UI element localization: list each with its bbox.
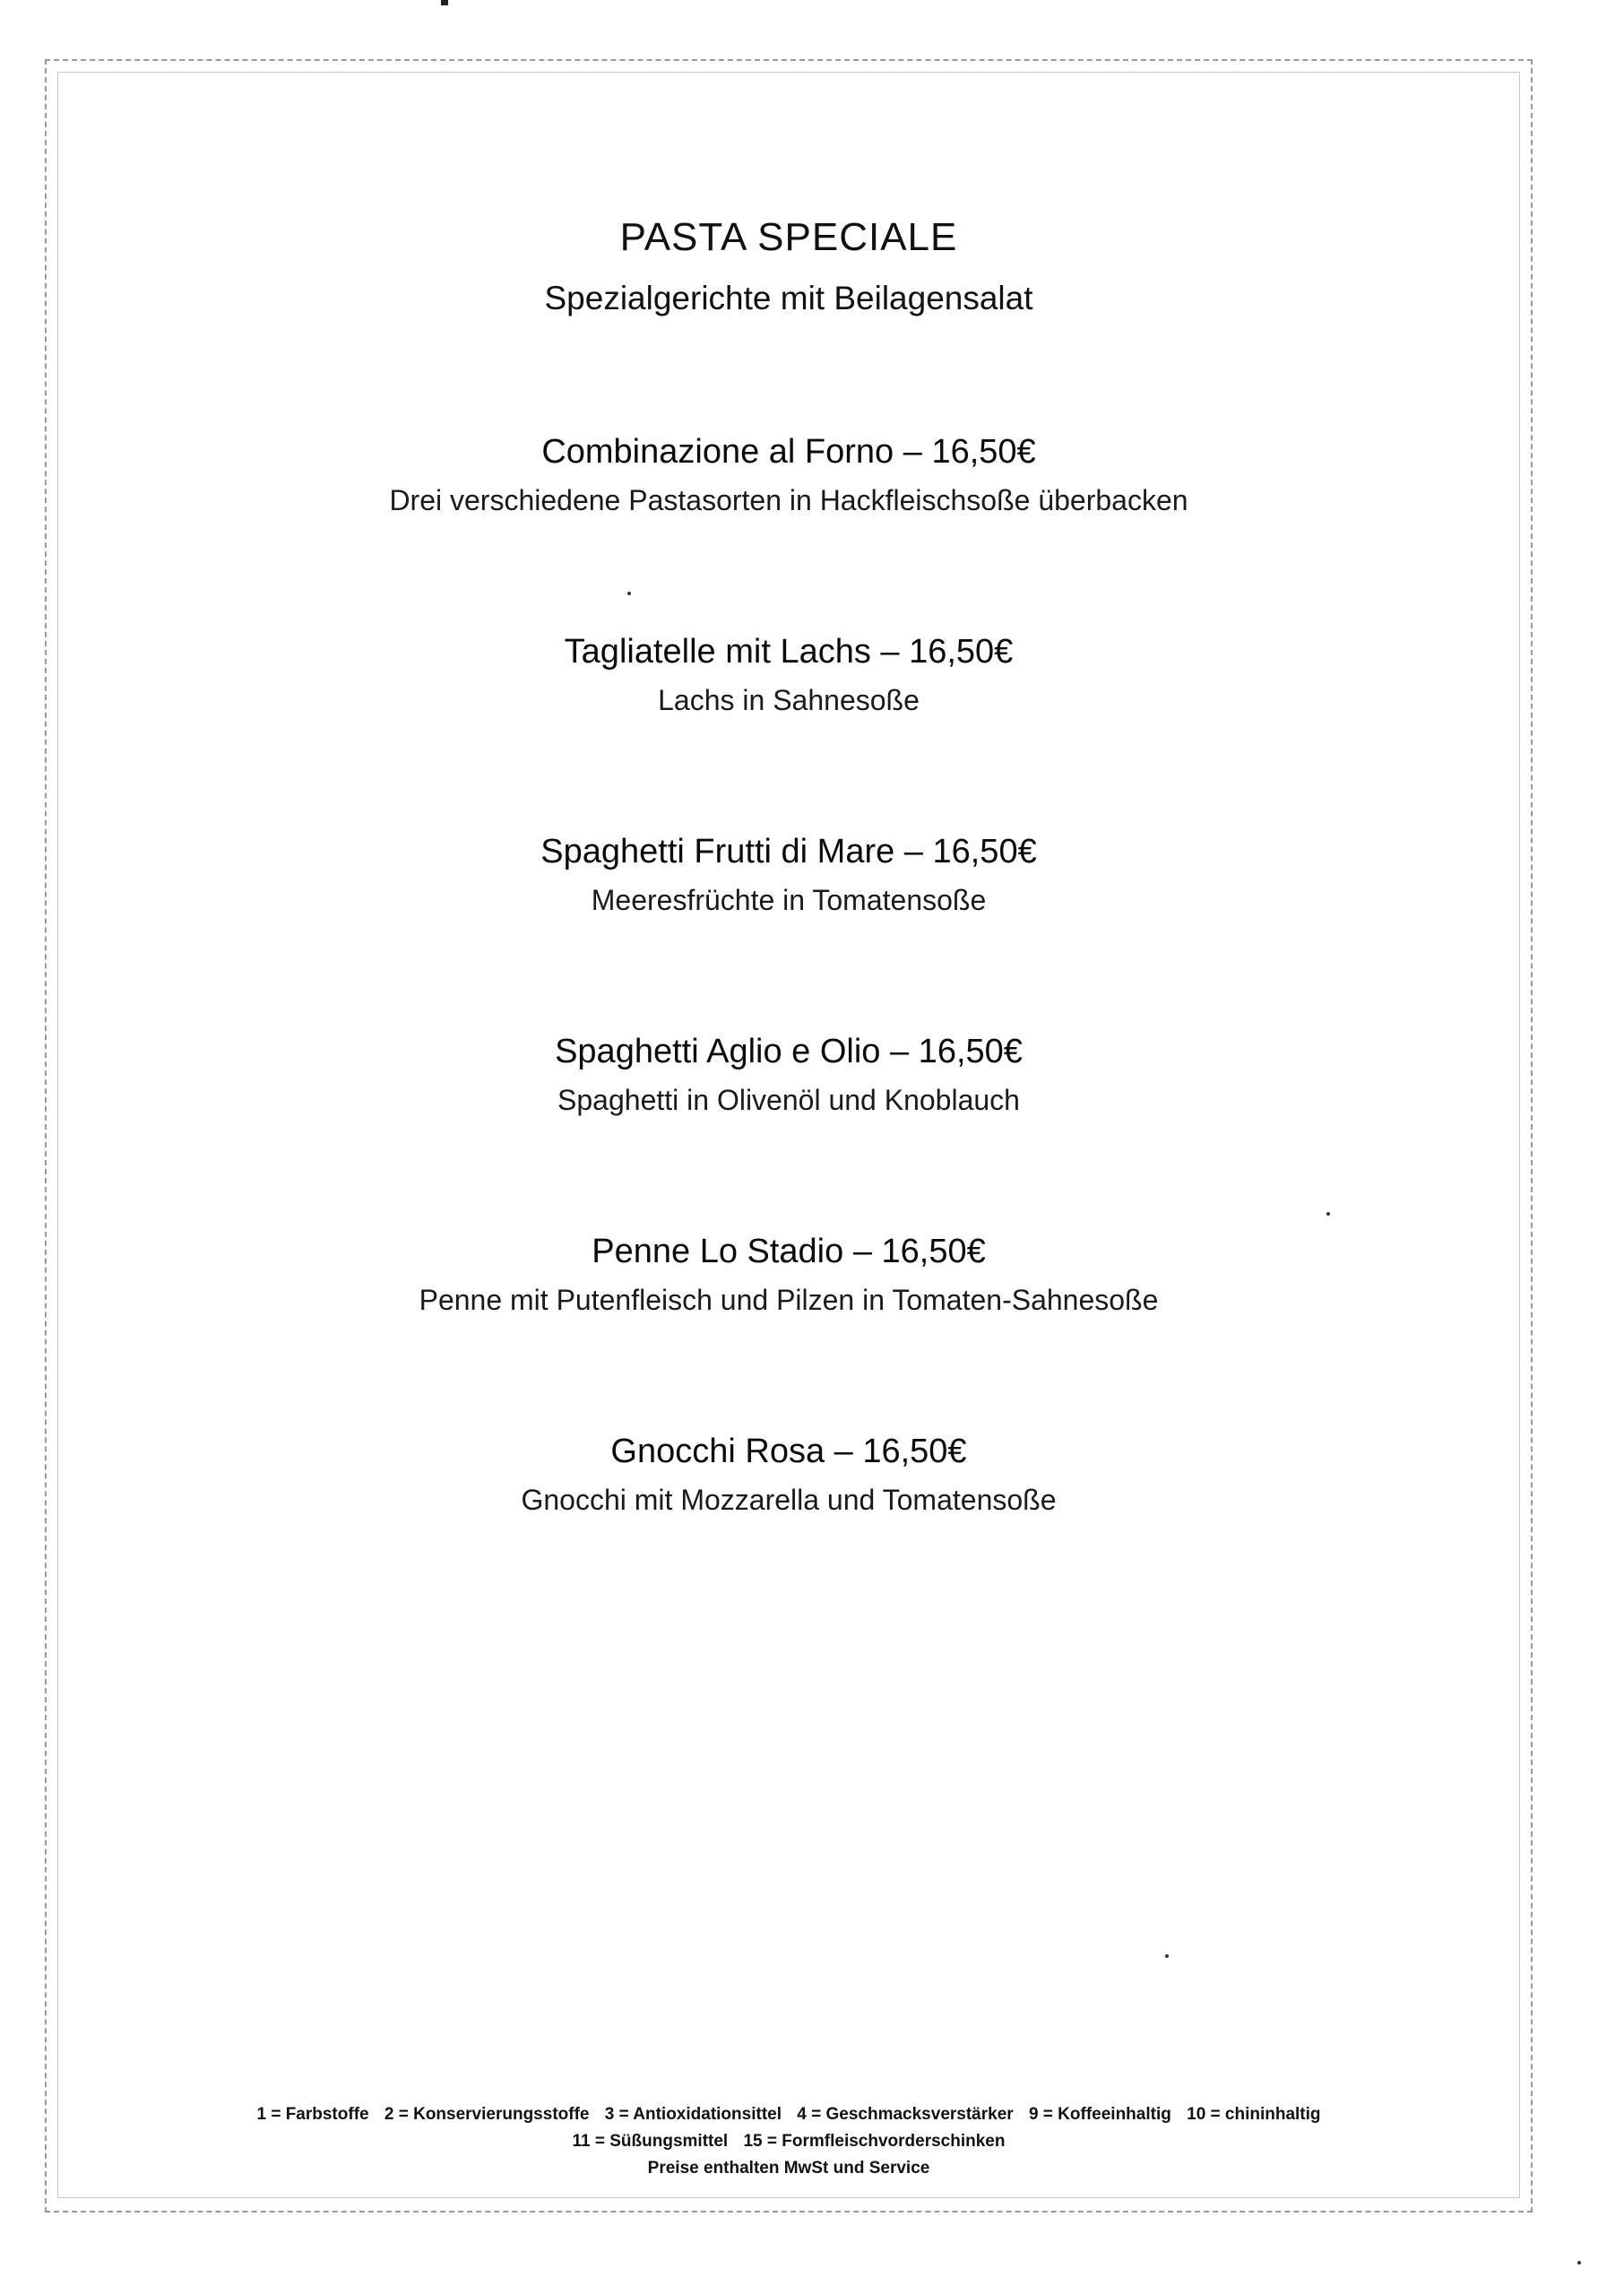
dish-description: Penne mit Putenfleisch und Pilzen in Tomaten-Sahnesoße [419, 1284, 1159, 1316]
legend-item: 10 = chininhaltig [1187, 2105, 1321, 2124]
legend-item: 3 = Antioxidationsittel [604, 2105, 782, 2124]
dish-item [57, 1430, 1520, 1630]
legend-item: 2 = Konservierungsstoffe [384, 2105, 590, 2124]
scan-speck [1326, 1212, 1330, 1216]
scan-artifact [441, 0, 448, 5]
dish-name: Penne Lo Stadio – 16,50€ [592, 1233, 986, 1270]
legend-item: 1 = Farbstoffe [256, 2105, 369, 2124]
scan-speck [1165, 1954, 1169, 1958]
dish-item [57, 1230, 1520, 1430]
scan-speck [1577, 2261, 1581, 2265]
dish-name: Gnocchi Rosa – 16,50€ [610, 1433, 967, 1470]
dish-name: Spaghetti Aglio e Olio – 16,50€ [555, 1033, 1023, 1070]
menu-subtitle: Spezialgerichte mit Beilagensalat [544, 280, 1033, 316]
legend-item: 11 = Süßungsmittel [572, 2132, 729, 2151]
dish-item [57, 430, 1520, 630]
menu-title: PASTA SPECIALE [619, 215, 958, 259]
dish-list [57, 430, 1520, 1630]
legend-item: 4 = Geschmacksverstärker [797, 2105, 1014, 2124]
dish-name: Spaghetti Frutti di Mare – 16,50€ [540, 833, 1037, 870]
price-note: Preise enthalten MwSt und Service [647, 2159, 930, 2178]
dish-name: Tagliatelle mit Lachs – 16,50€ [564, 633, 1014, 671]
legend-line-2 [57, 2128, 1520, 2155]
dish-description: Meeresfrüchte in Tomatensoße [591, 884, 987, 916]
dish-description: Gnocchi mit Mozzarella und Tomatensoße [521, 1484, 1057, 1516]
dish-item [57, 1030, 1520, 1230]
legend-item: 15 = Formfleischvorderschinken [743, 2132, 1006, 2151]
allergen-footer [57, 2101, 1520, 2182]
scan-speck [627, 592, 631, 595]
dish-item [57, 630, 1520, 830]
dish-name: Combinazione al Forno – 16,50€ [541, 433, 1036, 471]
dish-description: Drei verschiedene Pastasorten in Hackfleischsoße überbacken [389, 484, 1188, 516]
legend-item: 9 = Koffeeinhaltig [1028, 2105, 1171, 2124]
legend-line-1 [57, 2101, 1520, 2128]
dish-description: Lachs in Sahnesoße [658, 684, 920, 716]
dish-item [57, 830, 1520, 1030]
dish-description: Spaghetti in Olivenöl und Knoblauch [557, 1084, 1020, 1116]
